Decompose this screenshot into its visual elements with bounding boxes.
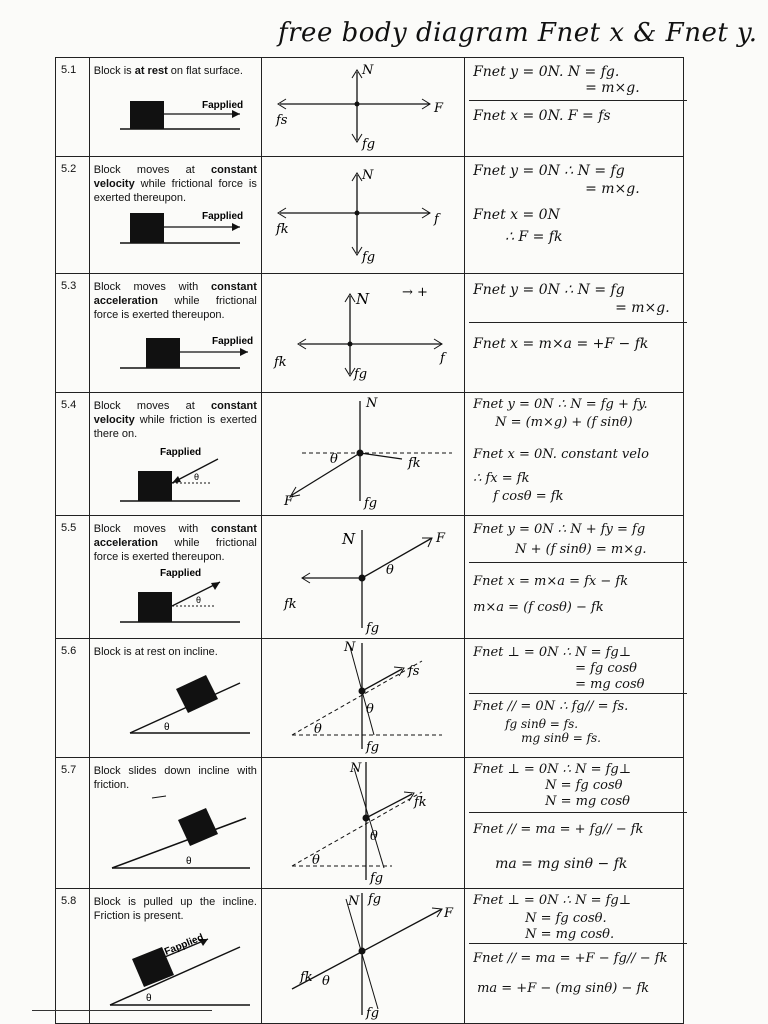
block-shape [130, 101, 164, 129]
equation: Fnet x = m×a = +F − fk [473, 336, 649, 352]
friction-label: fk [275, 222, 289, 237]
equation: Fnet x = 0N [473, 207, 560, 223]
angle-label: θ [369, 829, 378, 844]
angle-label: θ [329, 452, 338, 467]
applied-force-label: F [433, 101, 443, 116]
incline-sketch [90, 889, 261, 1023]
applied-force-label: F [283, 494, 293, 509]
equation: f cosθ = fk [493, 489, 564, 504]
friction-label: fk [413, 795, 427, 810]
equation: Fnet ⊥ = 0N ∴ N = fg⊥ [473, 893, 631, 908]
gravity-label: fg [361, 250, 376, 265]
free-body-diagram [261, 639, 464, 758]
free-body-diagram [261, 393, 464, 516]
row-number: 5.5 [56, 516, 90, 639]
applied-force-label: F [443, 906, 453, 921]
free-body-diagram [261, 58, 464, 157]
scenario-text: Block is at rest on flat surface. [93, 65, 243, 77]
friction-label: fk [299, 970, 313, 985]
table-row [56, 393, 684, 516]
equation: Fnet ⊥ = 0N ∴ N = fg⊥ [473, 762, 631, 777]
gravity-label: fg [365, 621, 380, 636]
friction-label: fk [407, 456, 421, 471]
angle-label: θ [365, 702, 374, 717]
applied-force-label: Fapplied [162, 932, 206, 958]
normal-force-label: N [355, 290, 369, 308]
table-row [56, 157, 684, 274]
angle-label: θ [163, 722, 170, 733]
table-row [56, 516, 684, 639]
free-body-worksheet-table [55, 57, 684, 1024]
free-body-diagram [261, 889, 464, 1024]
incline-sketch [90, 639, 261, 757]
scenario-text: Block moves at constant velocity while friction is exerted there on. [93, 400, 257, 440]
friction-label: fk [283, 597, 297, 612]
equation: Fnet x = 0N. constant velo [473, 447, 649, 462]
equations-cell [465, 157, 684, 274]
row-number: 5.8 [56, 889, 90, 1024]
row-number: 5.3 [56, 274, 90, 393]
equation: Fnet y = 0N ∴ N = fg [473, 282, 625, 298]
equation: N = fg cosθ [545, 778, 623, 793]
equation: = m×g. [585, 181, 640, 197]
gravity-label: fg [365, 1006, 380, 1021]
scenario-text: Block slides down incline with friction. [93, 765, 257, 791]
row-number: 5.6 [56, 639, 90, 758]
scenario-cell [89, 758, 261, 889]
angle-label: θ [321, 974, 330, 989]
block-shape [146, 338, 180, 368]
free-body-diagram [261, 516, 464, 639]
block-shape [130, 213, 164, 243]
equation: = m×g. [615, 300, 670, 316]
block-shape [138, 471, 172, 501]
normal-force-label: N [343, 640, 356, 655]
table-row [56, 274, 684, 393]
equations-cell [465, 758, 684, 889]
normal-force-label: N [341, 530, 355, 548]
applied-force-label: Fapplied [159, 568, 201, 579]
equations-cell [465, 274, 684, 393]
equation: m×a = (f cosθ) − fk [473, 600, 604, 615]
footer-rule [32, 1010, 212, 1011]
equation: = mg cosθ [575, 677, 645, 692]
row-number: 5.1 [56, 58, 90, 157]
scenario-text: Block moves with constant acceleration while frictional force is exerted thereupon. [93, 281, 257, 321]
angle-label: θ [193, 472, 199, 482]
equation: Fnet y = 0N ∴ N + fy = fg [473, 522, 646, 537]
applied-force-label: F [435, 531, 445, 546]
equation: mg sinθ = fs. [521, 731, 601, 745]
equation: ∴ F = fk [505, 229, 563, 245]
block-sketch [90, 393, 261, 515]
normal-force-label: N [361, 168, 374, 183]
normal-force-label: N [349, 761, 362, 776]
equation: Fnet // = ma = + fg// − fk [473, 822, 644, 837]
gravity-label: fg [361, 137, 376, 152]
equation: N = fg cosθ. [525, 911, 607, 926]
equation: N + (f sinθ) = m×g. [515, 542, 647, 557]
equation: Fnet y = 0N ∴ N = fg [473, 163, 625, 179]
gravity-label: fg [363, 496, 378, 511]
gravity-label: fg [365, 740, 380, 755]
table-row [56, 639, 684, 758]
scenario-cell [89, 516, 261, 639]
equation: Fnet ⊥ = 0N ∴ N = fg⊥ [473, 645, 631, 660]
friction-label: fk [273, 355, 287, 370]
gravity-label: fg [369, 871, 384, 886]
equation: N = (m×g) + (f sinθ) [495, 415, 633, 430]
scenario-cell [89, 639, 261, 758]
row-number: 5.2 [56, 157, 90, 274]
scenario-text: Block is pulled up the incline. Friction is present. [93, 896, 257, 922]
friction-label: fs [275, 113, 288, 128]
page-title: free body diagram Fnet x & Fnet y. [278, 18, 758, 48]
scenario-text: Block moves at constant velocity while frictional force is exerted thereupon. [93, 164, 257, 204]
equation: Fnet x = m×a = fx − fk [473, 574, 629, 589]
equation: ∴ fx = fk [473, 471, 530, 486]
block-sketch [90, 516, 261, 638]
normal-force-label: N [365, 396, 378, 411]
equation: Fnet y = 0N ∴ N = fg + fy. [473, 397, 648, 412]
equation: ma = mg sinθ − fk [495, 856, 628, 872]
normal-force-label: N [347, 894, 360, 909]
block-shape [176, 675, 218, 713]
free-body-diagram [261, 758, 464, 889]
gravity-perpendicular-label: fg [367, 892, 382, 907]
applied-force-label: f [433, 212, 439, 227]
applied-force-label: f [439, 351, 445, 366]
block-sketch [90, 58, 261, 156]
equations-cell [465, 639, 684, 758]
applied-force-label: Fapplied [201, 211, 243, 222]
row-number: 5.7 [56, 758, 90, 889]
scenario-cell [89, 58, 261, 157]
equations-cell [465, 516, 684, 639]
angle-label: θ [311, 853, 320, 868]
scenario-cell [89, 393, 261, 516]
equation: N = mg cosθ [545, 794, 630, 809]
equations-cell [465, 58, 684, 157]
scenario-cell [89, 274, 261, 393]
table-row [56, 758, 684, 889]
row-number: 5.4 [56, 393, 90, 516]
applied-force-label: Fapplied [159, 447, 201, 458]
applied-force-label: Fapplied [211, 336, 253, 347]
angle-label: θ [145, 993, 152, 1004]
scenario-cell [89, 889, 261, 1024]
equation: Fnet // = ma = +F − fg// − fk [473, 951, 668, 966]
equation: fg sinθ = fs. [505, 717, 579, 731]
table-row [56, 889, 684, 1024]
equations-cell [465, 393, 684, 516]
equation: N = mg cosθ. [525, 927, 615, 942]
friction-label: fs [407, 664, 420, 679]
block-sketch [90, 274, 261, 392]
equation: = fg cosθ [575, 661, 637, 676]
equations-cell [465, 889, 684, 1024]
applied-force-label: Fapplied [201, 100, 243, 111]
equation: ma = +F − (mg sinθ) − fk [477, 981, 650, 996]
angle-label: θ [195, 595, 201, 605]
equation: Fnet y = 0N. N = fg. [473, 64, 620, 80]
positive-direction-label: → + [401, 285, 428, 300]
free-body-diagram [261, 274, 464, 393]
scenario-text: Block moves with constant acceleration while frictional force is exerted thereupon. [93, 523, 257, 563]
table-row [56, 58, 684, 157]
equation: = m×g. [585, 80, 640, 96]
block-shape [178, 808, 218, 846]
normal-force-label: N [361, 63, 374, 78]
scenario-text: Block is at rest on incline. [93, 646, 218, 658]
equation: Fnet x = 0N. F = fs [473, 108, 611, 124]
block-sketch [90, 157, 261, 273]
free-body-diagram [261, 157, 464, 274]
scenario-cell [89, 157, 261, 274]
angle-label: θ [385, 563, 394, 578]
equation: Fnet // = 0N ∴ fg// = fs. [473, 699, 629, 714]
angle-label: θ [185, 856, 192, 867]
incline-sketch [90, 758, 261, 888]
block-shape [138, 592, 172, 622]
gravity-label: fg [353, 367, 368, 382]
angle-label: θ [313, 722, 322, 737]
